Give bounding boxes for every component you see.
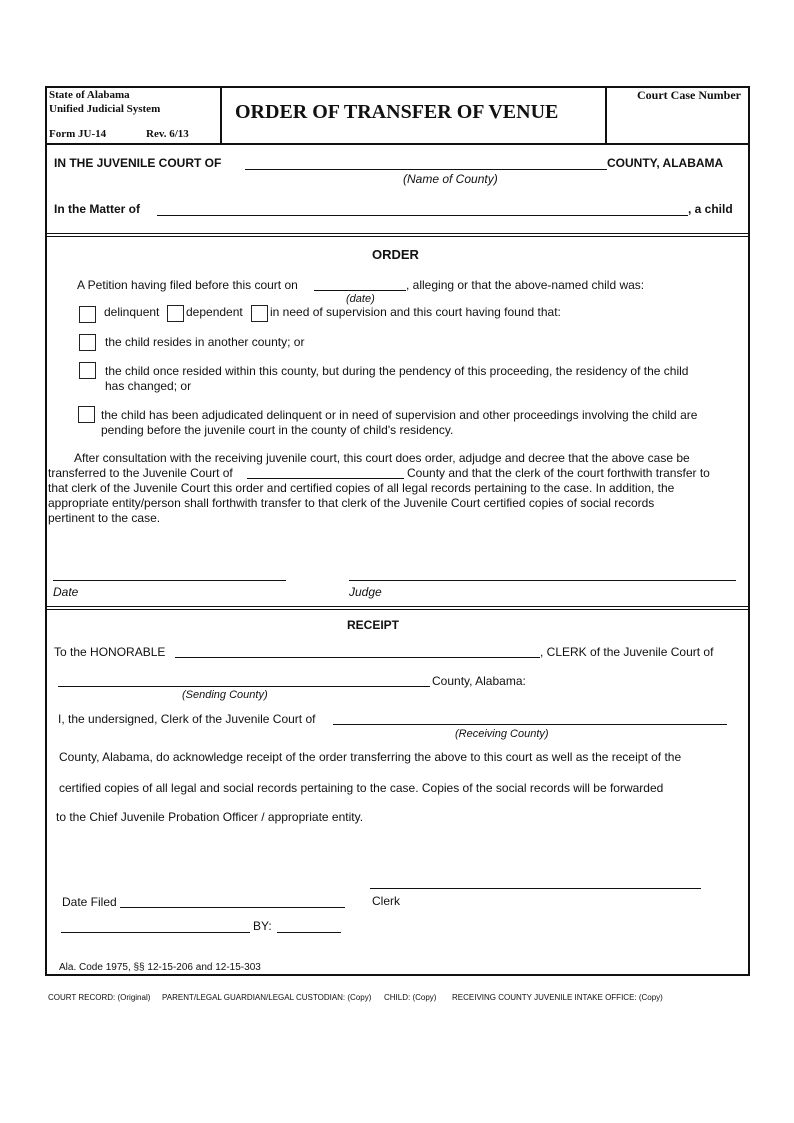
form-number: Form JU-14 (49, 128, 107, 140)
by-label: BY: (253, 919, 272, 933)
distribution-child: CHILD: (Copy) (384, 993, 437, 1002)
finding3-label-a: the child has been adjudicated delinquent or in need of supervision and other proceedings involving the child are (101, 408, 698, 422)
finding1-label: the child resides in another county; or (105, 335, 305, 349)
undersigned-label: I, the undersigned, Clerk of the Juvenile Court of (58, 712, 316, 726)
supervision-checkbox[interactable] (251, 305, 268, 322)
distribution-court-record: COURT RECORD: (Original) (48, 993, 151, 1002)
date-label: Date (53, 585, 79, 599)
date-filed-label: Date Filed (62, 895, 117, 909)
petition-text-a: A Petition having filed before this court on (77, 278, 298, 292)
frame-bottom (45, 974, 750, 976)
frame-left (45, 86, 47, 976)
matter-label: In the Matter of (54, 202, 140, 216)
order-para-2b: County and that the clerk of the court forthwith transfer to (407, 466, 710, 480)
supervision-label: in need of supervision and this court having found that: (270, 305, 561, 319)
sending-county-hint: (Sending County) (182, 689, 268, 701)
frame-right (748, 86, 750, 976)
finding2-label-a: the child once resided within this county, but during the pendency of this proceeding, the residency of the child (105, 364, 689, 378)
finding3-checkbox[interactable] (78, 406, 95, 423)
delinquent-label: delinquent (104, 305, 160, 319)
distribution-parent: PARENT/LEGAL GUARDIAN/LEGAL CUSTODIAN: (Copy) (162, 993, 372, 1002)
header-vdivider-2 (605, 86, 607, 144)
finding3-label-b: pending before the juvenile court in the county of child's residency. (101, 423, 454, 437)
filed-name-field[interactable] (61, 932, 250, 933)
order-heading: ORDER (372, 247, 419, 262)
revision: Rev. 6/13 (146, 128, 189, 140)
dependent-label: dependent (186, 305, 243, 319)
court-prefix: IN THE JUVENILE COURT OF (54, 156, 222, 170)
date-hint: (date) (346, 293, 375, 305)
matter-suffix: , a child (688, 202, 733, 216)
state-label: State of Alabama (49, 89, 130, 101)
finding1-checkbox[interactable] (79, 334, 96, 351)
county-hint: (Name of County) (403, 172, 498, 186)
clerk-label: Clerk (372, 894, 401, 908)
case-number-label: Court Case Number (637, 88, 741, 102)
system-label: Unified Judicial System (49, 103, 161, 115)
county-alabama-label: County, Alabama: (432, 674, 526, 688)
distribution-intake-office: RECEIVING COUNTY JUVENILE INTAKE OFFICE: (Copy) (452, 993, 663, 1002)
receiving-county-hint: (Receiving County) (455, 728, 549, 740)
order-para-4: appropriate entity/person shall forthwith transfer to that clerk of the Juvenile Court certified copies of social records (48, 496, 655, 510)
section-divider-2b (45, 609, 750, 610)
order-date-field[interactable] (53, 580, 286, 581)
delinquent-checkbox[interactable] (79, 306, 96, 323)
finding2-label-b: has changed; or (105, 379, 192, 393)
sending-county-field[interactable] (58, 686, 430, 687)
code-citation: Ala. Code 1975, §§ 12-15-206 and 12-15-303 (59, 962, 261, 973)
section-divider-2a (45, 606, 750, 607)
order-para-5: pertinent to the case. (48, 511, 161, 525)
header-divider (45, 143, 750, 145)
order-para-2a: transferred to the Juvenile Court of (48, 466, 233, 480)
child-name-field[interactable] (157, 215, 688, 216)
page-title: ORDER OF TRANSFER OF VENUE (235, 101, 559, 123)
county-field[interactable] (245, 169, 607, 170)
honorable-name-field[interactable] (175, 657, 540, 658)
receipt-line-2: certified copies of all legal and social records pertaining to the case. Copies of the social records will be forwarded (59, 781, 664, 795)
section-divider-1a (45, 233, 750, 234)
court-suffix: COUNTY, ALABAMA (607, 156, 724, 170)
transfer-county-field[interactable] (247, 478, 404, 479)
petition-text-b: , alleging or that the above-named child was: (406, 278, 645, 292)
header-vdivider-1 (220, 86, 222, 144)
order-para-1: After consultation with the receiving juvenile court, this court does order, adjudge and decree that the above case be (74, 451, 690, 465)
receipt-line-1: County, Alabama, do acknowledge receipt of the order transferring the above to this court as well as the receipt of the (59, 750, 682, 764)
receipt-line-3: to the Chief Juvenile Probation Officer / appropriate entity. (56, 810, 364, 824)
date-filed-field[interactable] (120, 907, 345, 908)
receiving-county-field[interactable] (333, 724, 727, 725)
by-field[interactable] (277, 932, 341, 933)
finding2-checkbox[interactable] (79, 362, 96, 379)
judge-label: Judge (349, 585, 382, 599)
dependent-checkbox[interactable] (167, 305, 184, 322)
clerk-of-court-label: , CLERK of the Juvenile Court of (540, 645, 714, 659)
clerk-signature-field[interactable] (370, 888, 701, 889)
judge-signature-field[interactable] (349, 580, 736, 581)
case-number-field[interactable] (610, 104, 744, 140)
receipt-heading: RECEIPT (347, 618, 400, 632)
section-divider-1b (45, 236, 750, 237)
petition-date-field[interactable] (314, 290, 406, 291)
to-honorable-label: To the HONORABLE (54, 645, 166, 659)
order-para-3: that clerk of the Juvenile Court this order and certified copies of all legal records pertaining to the case. In addition, the (48, 481, 675, 495)
